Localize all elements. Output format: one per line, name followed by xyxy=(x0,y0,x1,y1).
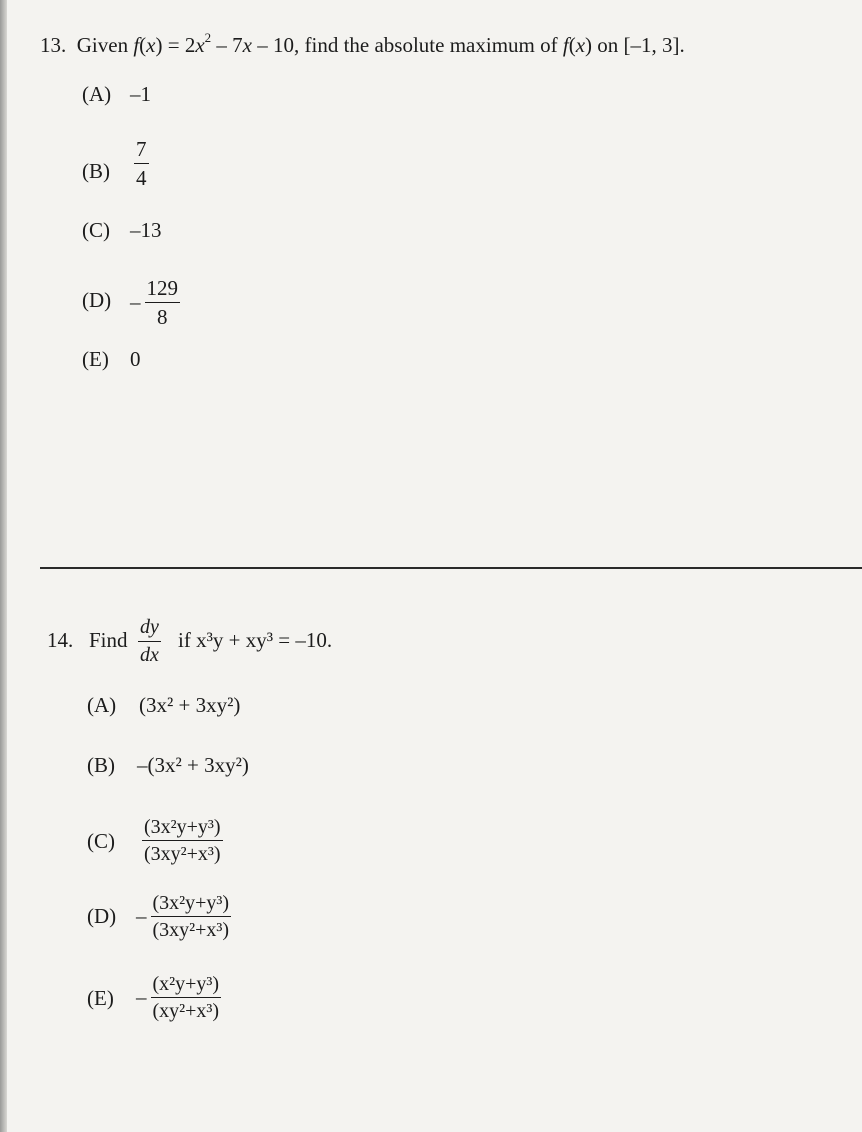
question-13-stem xyxy=(40,30,685,57)
q14-option-d-numerator: (3x²y+y³) xyxy=(151,892,232,917)
q14-option-c-label: (C) xyxy=(87,829,115,853)
q14-option-a-value: (3x² + 3xy²) xyxy=(139,693,241,717)
q14-option-b-label: (B) xyxy=(87,753,115,777)
q13-option-d-denominator: 8 xyxy=(157,305,168,329)
q14-option-e-fraction xyxy=(136,973,221,1022)
q14-option-b-value: –(3x² + 3xy²) xyxy=(137,753,249,777)
q13-option-b-denominator: 4 xyxy=(136,166,147,190)
question-13-number: 13. xyxy=(40,33,67,57)
q14-option-d-denominator: (3xy²+x³) xyxy=(152,919,230,941)
question-14-number: 14. xyxy=(47,628,74,652)
q14-option-d-fraction xyxy=(136,892,231,941)
q14-option-e-numerator: (x²y+y³) xyxy=(151,973,222,998)
q13-option-b-label: (B) xyxy=(82,159,110,183)
q13-option-d-sign: – xyxy=(130,290,141,314)
question-14-condition: if x³y + xy³ = –10. xyxy=(178,628,333,652)
q13-option-d-fraction xyxy=(130,276,180,329)
q14-option-e-label: (E) xyxy=(87,986,114,1010)
q13-option-e-label: (E) xyxy=(82,347,109,371)
page-edge-shadow xyxy=(0,0,7,1132)
question-14-derivative xyxy=(138,616,161,666)
q13-option-e-value: 0 xyxy=(130,347,141,371)
q13-option-a-label: (A) xyxy=(82,82,112,106)
question-13-text: Given $f(x) = 2x^2 - 7x - 10$, find the absolute maximum of f(x) on [–1, 3]. xyxy=(76,30,685,57)
q14-option-e-sign: – xyxy=(136,985,147,1009)
question-14-derivative-denominator: dx xyxy=(138,641,161,666)
q13-option-d-numerator: 129 xyxy=(145,276,181,303)
q14-option-d-sign: – xyxy=(136,904,147,928)
q13-option-b-numerator: 7 xyxy=(134,137,149,164)
question-divider xyxy=(40,567,862,569)
q13-option-b-fraction xyxy=(134,137,149,190)
q14-option-c-fraction xyxy=(142,816,223,865)
q14-option-e-denominator: (xy²+x³) xyxy=(152,1000,220,1022)
q13-option-a-value: –1 xyxy=(130,82,151,106)
q13-option-d-label: (D) xyxy=(82,288,112,312)
question-14-find: Find xyxy=(89,628,128,652)
q14-option-d-label: (D) xyxy=(87,904,117,928)
q13-option-c-value: –13 xyxy=(130,218,162,242)
question-14-derivative-numerator: dy xyxy=(140,616,159,638)
q13-option-c-label: (C) xyxy=(82,218,110,242)
q14-option-c-numerator: (3x²y+y³) xyxy=(142,816,223,841)
q14-option-c-denominator: (3xy²+x³) xyxy=(144,843,221,865)
q14-option-a-label: (A) xyxy=(87,693,117,717)
